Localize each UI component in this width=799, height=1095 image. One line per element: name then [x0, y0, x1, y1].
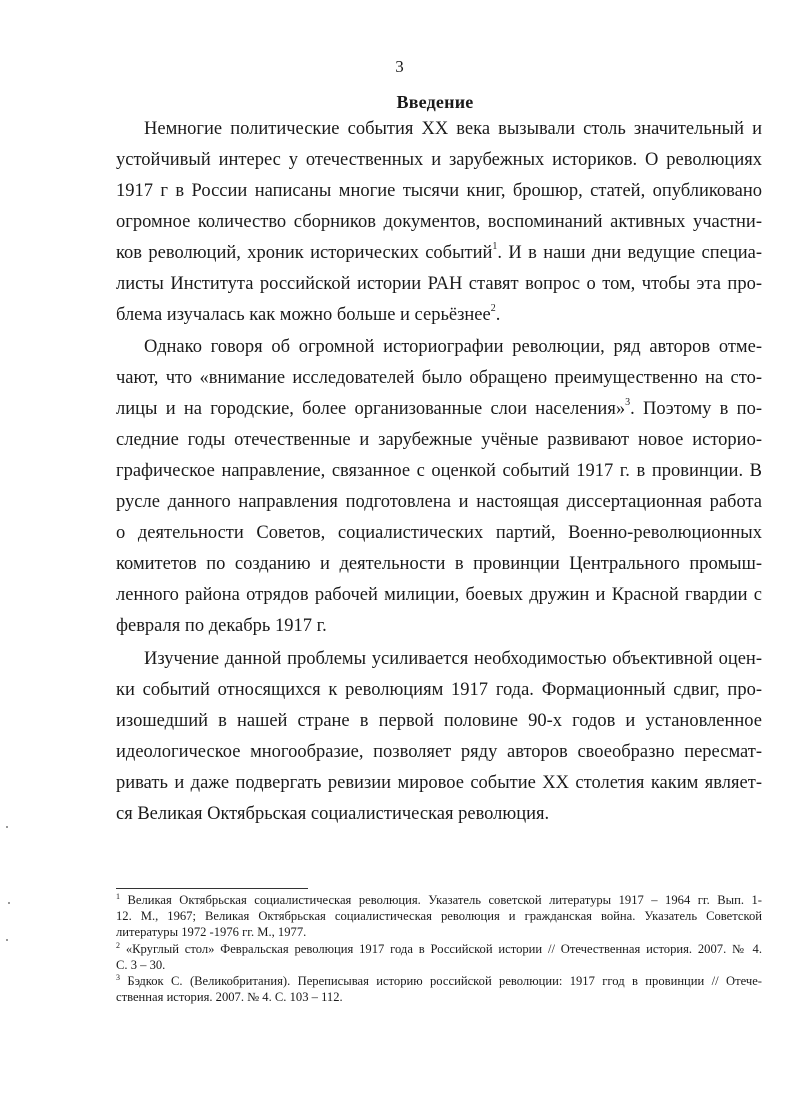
- footnote-ref-3: 3: [625, 397, 631, 408]
- footnote-1-line: литературы 1972 -1976 гг. М., 1977.: [116, 925, 307, 940]
- footnotes: [116, 892, 762, 1005]
- paragraph-1: [116, 114, 762, 331]
- paragraph-line: огромное количество сборников документов, воспоминаний активных участни-: [116, 212, 762, 232]
- footnote-2-line: С. 3 – 30.: [116, 957, 166, 972]
- paragraph-line: устойчивый интерес у отечественных и зарубежных историков. О революциях: [116, 150, 762, 170]
- footnote-ref-1: 1: [492, 241, 498, 252]
- section-heading: Введение: [396, 92, 474, 112]
- footnote-mark-1: 1: [116, 892, 120, 901]
- paragraph-line: графическое направление, связанное с оценкой событий 1917 г. в провинции. В: [116, 461, 762, 481]
- footnote-3-line: ственная история. 2007. № 4. С. 103 – 112.: [116, 990, 343, 1005]
- paragraph-line: ся Великая Октябрьская социалистическая революция.: [116, 804, 550, 824]
- paragraph-2: [116, 332, 762, 642]
- scan-speck: [6, 826, 8, 828]
- paragraph-line: ки событий относящихся к революциям 1917 года. Формационный сдвиг, про-: [116, 680, 762, 700]
- paragraph-line: Немногие политические события XX века вызывали столь значительный и: [144, 119, 762, 139]
- paragraph-line: лицы и на городские, более организованные слои населения»$^3$. Поэтому в по-: [116, 397, 762, 419]
- paragraph-line: блема изучалась как можно больше и серьёзнее$^2$.: [116, 303, 501, 325]
- paragraph-line: Однако говоря об огромной историографии революции, ряд авторов отме-: [144, 337, 762, 357]
- paragraph-line: ривать и даже подвергать ревизии мировое событие XX столетия каким являет-: [116, 773, 762, 793]
- paragraph-line: февраля по декабрь 1917 г.: [116, 616, 327, 636]
- footnote-separator: [116, 888, 308, 889]
- paragraph-line: комитетов по созданию и деятельности в провинции Центрального промыш-: [116, 554, 762, 574]
- paragraph-line: чают, что «внимание исследователей было обращено преимущественно на сто-: [116, 368, 762, 388]
- paragraph-line: ленного района отрядов рабочей милиции, боевых дружин и Красной гвардии с: [116, 585, 762, 605]
- footnote-ref-2: 2: [490, 303, 496, 314]
- footnote-3-line: $^3$ Бэдкок С. (Великобритания). Переписывая историю российской революции: 1917 ггод в провинции // Отече-: [116, 972, 762, 988]
- footnote-mark-3: 3: [116, 972, 120, 982]
- paragraph-line: о деятельности Советов, социалистических партий, Военно-революционных: [116, 523, 762, 543]
- paragraph-line: ков революций, хроник исторических событий$^1$. И в наши дни ведущие специа-: [116, 241, 762, 263]
- footnote-2-line: $^2$ «Круглый стол» Февральская революция 1917 года в Российской истории // Отечественная история. 2007. № 4.: [116, 940, 762, 956]
- paragraph-line: изошедший в нашей стране в первой половине 90-х годов и установленное: [116, 711, 762, 731]
- footnote-1-line: 12. М., 1967; Великая Октябрьская социалистическая революция и гражданская война. Указатель Советской: [116, 909, 762, 924]
- paragraph-line: листы Института российской истории РАН ставят вопрос о том, чтобы эта про-: [116, 274, 762, 294]
- scan-speck: [6, 939, 8, 941]
- paragraph-3: [116, 644, 762, 830]
- paragraph-line: 1917 г в России написаны многие тысячи книг, брошюр, статей, опубликовано: [116, 181, 762, 201]
- scan-speck: [8, 902, 10, 904]
- paragraph-line: русле данного направления подготовлена и настоящая диссертационная работа: [116, 492, 762, 512]
- footnote-mark-2: 2: [116, 940, 120, 950]
- page-number: 3: [395, 57, 404, 76]
- footnote-1-line: $^1$ Великая Октябрьская социалистическая революция. Указатель советской литературы 1917 – 1964 гг. Вып. 1-: [116, 892, 762, 907]
- paragraph-line: идеологическое многообразие, позволяет ряду авторов своеобразно пересмат-: [116, 742, 762, 762]
- paragraph-line: следние годы отечественные и зарубежные учёные развивают новое историо-: [116, 430, 762, 450]
- paragraph-line: Изучение данной проблемы усиливается необходимостью объективной оцен-: [144, 649, 762, 669]
